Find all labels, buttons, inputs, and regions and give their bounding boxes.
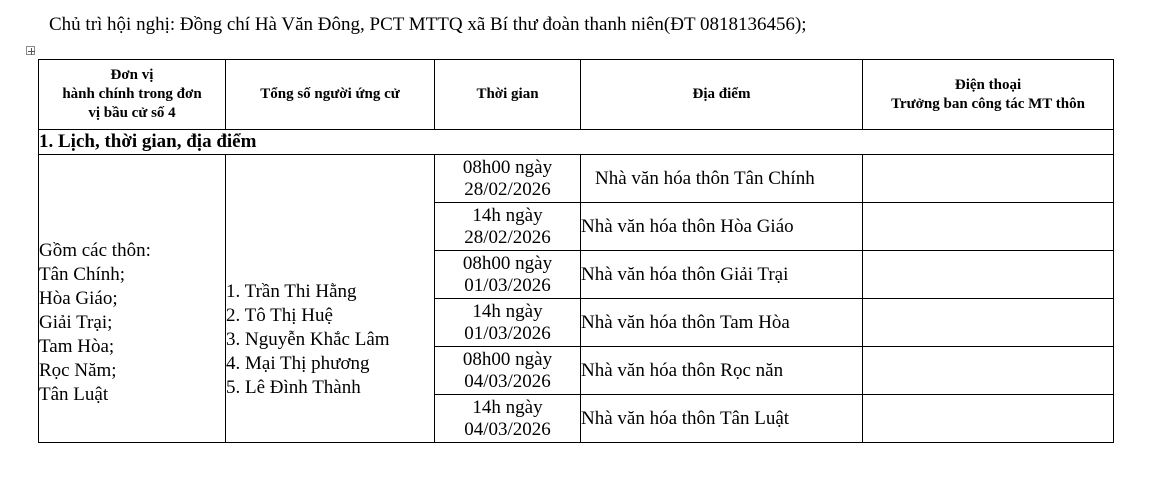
intro-line: Chủ trì hội nghị: Đồng chí Hà Văn Đông, PCT MTTQ xã Bí thư đoàn thanh niên(ĐT 0818136456); (49, 14, 807, 35)
candidate-item: 4. Mại Thị phương (226, 353, 370, 374)
place-cell: Nhà văn hóa thôn Tân Chính (581, 155, 863, 203)
time-cell (435, 251, 581, 299)
time-cell (435, 395, 581, 443)
phone-cell (863, 395, 1114, 443)
candidate-item: 2. Tô Thị Huệ (226, 305, 333, 326)
time-line: 14h ngày (472, 300, 543, 322)
header-row (39, 60, 1114, 130)
candidate-item: 1. Trần Thi Hằng (226, 281, 357, 302)
time-cell (435, 347, 581, 395)
time-cell (435, 299, 581, 347)
candidates-list (226, 280, 434, 400)
header-unit-text: Đơn vị hành chính trong đơn vị bầu cử số 4 (62, 67, 202, 121)
date-line: 28/02/2026 (464, 178, 551, 200)
time-line: 08h00 ngày (462, 252, 553, 274)
phone-cell (863, 203, 1114, 251)
time-line: 14h ngày (472, 396, 543, 418)
phone-cell (863, 155, 1114, 203)
header-unit (39, 60, 226, 130)
time-line: 08h00 ngày (462, 348, 553, 370)
header-candidates-text: Tổng số người ứng cử (260, 86, 400, 102)
place-cell: Nhà văn hóa thôn Hòa Giáo (581, 203, 863, 251)
place-cell: Nhà văn hóa thôn Rọc năn (581, 347, 863, 395)
header-phone-text: Điện thoại Trưởng ban công tác MT thôn (891, 76, 1085, 112)
candidate-item: 3. Nguyễn Khắc Lâm (226, 329, 390, 350)
candidates-cell (226, 155, 435, 443)
phone-cell (863, 299, 1114, 347)
header-time-text: Thời gian (476, 86, 539, 102)
time-cell (435, 155, 581, 203)
schedule-table (38, 59, 1114, 443)
header-place-text: Địa điểm (692, 86, 751, 102)
time-line: 08h00 ngày (462, 156, 553, 178)
unit-item: Hòa Giáo; (39, 288, 118, 309)
header-candidates (226, 60, 435, 130)
units-intro: Gồm các thôn: (39, 240, 151, 261)
unit-item: Tân Luật (39, 384, 109, 405)
time-line: 14h ngày (472, 204, 543, 226)
date-line: 28/02/2026 (464, 226, 551, 248)
phone-cell (863, 347, 1114, 395)
time-cell (435, 203, 581, 251)
date-line: 01/03/2026 (464, 274, 551, 296)
unit-item: Tam Hòa; (39, 336, 115, 357)
header-time (435, 60, 581, 130)
candidate-item: 5. Lê Đình Thành (226, 377, 361, 398)
place-cell: Nhà văn hóa thôn Giải Trại (581, 251, 863, 299)
date-line: 04/03/2026 (464, 370, 551, 392)
place-cell: Nhà văn hóa thôn Tam Hòa (581, 299, 863, 347)
section-title: 1. Lịch, thời gian, địa điểm (39, 130, 1114, 155)
header-phone (863, 60, 1114, 130)
units-cell (39, 155, 226, 443)
phone-cell (863, 251, 1114, 299)
table-row (39, 155, 1114, 203)
unit-item: Tân Chính; (39, 264, 126, 285)
unit-item: Giải Trại; (39, 312, 113, 333)
header-place (581, 60, 863, 130)
section-row (39, 130, 1114, 155)
place-cell: Nhà văn hóa thôn Tân Luật (581, 395, 863, 443)
date-line: 01/03/2026 (464, 322, 551, 344)
date-line: 04/03/2026 (464, 418, 551, 440)
table-move-handle-icon[interactable] (26, 46, 35, 55)
unit-item: Rọc Năm; (39, 360, 117, 381)
